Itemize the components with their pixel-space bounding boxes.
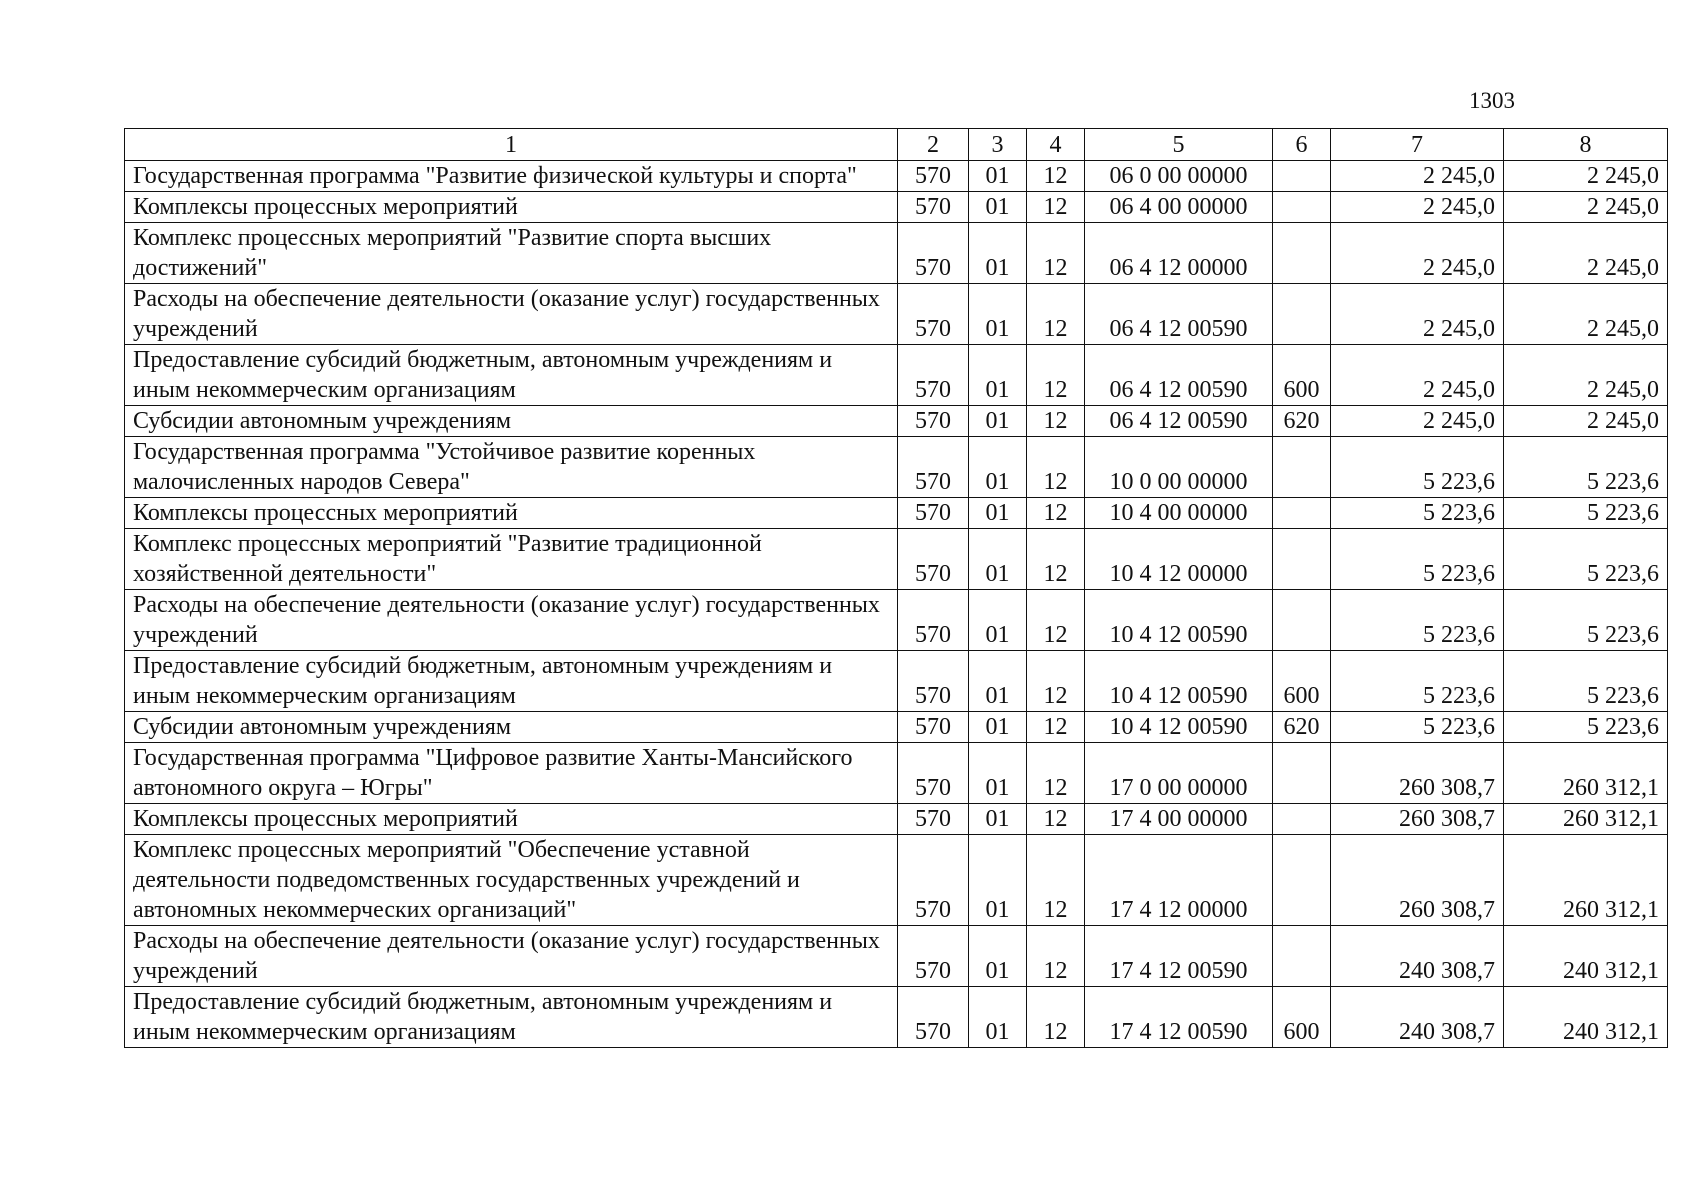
ministry-code-cell: 570 <box>898 406 969 437</box>
section-code-cell: 01 <box>969 192 1027 223</box>
amount-year2-cell: 2 245,0 <box>1504 345 1668 406</box>
amount-year1-cell: 2 245,0 <box>1331 192 1504 223</box>
amount-year2-cell: 5 223,6 <box>1504 590 1668 651</box>
subsection-code-cell: 12 <box>1027 161 1085 192</box>
section-code-cell: 01 <box>969 926 1027 987</box>
section-code-cell: 01 <box>969 987 1027 1048</box>
row-name-cell: Предоставление субсидий бюджетным, автономным учреждениям и иным некоммерческим организациям <box>125 345 898 406</box>
target-article-cell: 17 4 12 00590 <box>1085 926 1273 987</box>
amount-year1-cell: 2 245,0 <box>1331 284 1504 345</box>
header-row <box>125 129 1668 161</box>
target-article-cell: 06 4 00 00000 <box>1085 192 1273 223</box>
ministry-code-cell: 570 <box>898 437 969 498</box>
table-row <box>125 651 1668 712</box>
target-article-cell: 10 4 12 00590 <box>1085 651 1273 712</box>
target-article-cell: 17 4 00 00000 <box>1085 804 1273 835</box>
ministry-code-cell: 570 <box>898 529 969 590</box>
table-row <box>125 804 1668 835</box>
row-name-cell: Расходы на обеспечение деятельности (оказание услуг) государственных учреждений <box>125 926 898 987</box>
table-row <box>125 192 1668 223</box>
ministry-code-cell: 570 <box>898 161 969 192</box>
expense-type-cell: 600 <box>1273 651 1331 712</box>
row-name-cell: Комплексы процессных мероприятий <box>125 192 898 223</box>
row-name-cell: Предоставление субсидий бюджетным, автономным учреждениям и иным некоммерческим организациям <box>125 987 898 1048</box>
amount-year2-cell: 2 245,0 <box>1504 192 1668 223</box>
page-number: 1303 <box>1469 88 1515 113</box>
amount-year2-cell: 240 312,1 <box>1504 926 1668 987</box>
ministry-code-cell: 570 <box>898 498 969 529</box>
amount-year1-cell: 2 245,0 <box>1331 406 1504 437</box>
row-name-cell: Государственная программа "Устойчивое развитие коренных малочисленных народов Севера" <box>125 437 898 498</box>
subsection-code-cell: 12 <box>1027 284 1085 345</box>
amount-year2-cell: 2 245,0 <box>1504 284 1668 345</box>
ministry-code-cell: 570 <box>898 987 969 1048</box>
subsection-code-cell: 12 <box>1027 835 1085 926</box>
amount-year1-cell: 5 223,6 <box>1331 437 1504 498</box>
amount-year2-cell: 5 223,6 <box>1504 437 1668 498</box>
amount-year2-cell: 240 312,1 <box>1504 987 1668 1048</box>
amount-year1-cell: 5 223,6 <box>1331 590 1504 651</box>
section-code-cell: 01 <box>969 712 1027 743</box>
table-row <box>125 835 1668 926</box>
row-name-cell: Субсидии автономным учреждениям <box>125 712 898 743</box>
amount-year2-cell: 5 223,6 <box>1504 651 1668 712</box>
section-code-cell: 01 <box>969 651 1027 712</box>
amount-year2-cell: 2 245,0 <box>1504 406 1668 437</box>
table-row <box>125 345 1668 406</box>
table-row <box>125 498 1668 529</box>
ministry-code-cell: 570 <box>898 926 969 987</box>
expense-type-cell <box>1273 284 1331 345</box>
column-header: 7 <box>1331 129 1504 161</box>
column-header: 6 <box>1273 129 1331 161</box>
amount-year1-cell: 5 223,6 <box>1331 651 1504 712</box>
amount-year1-cell: 260 308,7 <box>1331 804 1504 835</box>
table-row <box>125 743 1668 804</box>
column-header: 4 <box>1027 129 1085 161</box>
target-article-cell: 10 0 00 00000 <box>1085 437 1273 498</box>
target-article-cell: 06 4 12 00590 <box>1085 345 1273 406</box>
table-row <box>125 284 1668 345</box>
section-code-cell: 01 <box>969 743 1027 804</box>
expense-type-cell <box>1273 437 1331 498</box>
section-code-cell: 01 <box>969 498 1027 529</box>
target-article-cell: 17 4 12 00590 <box>1085 987 1273 1048</box>
ministry-code-cell: 570 <box>898 192 969 223</box>
budget-table <box>124 128 1668 1048</box>
subsection-code-cell: 12 <box>1027 406 1085 437</box>
target-article-cell: 17 4 12 00000 <box>1085 835 1273 926</box>
amount-year2-cell: 260 312,1 <box>1504 804 1668 835</box>
subsection-code-cell: 12 <box>1027 712 1085 743</box>
section-code-cell: 01 <box>969 284 1027 345</box>
target-article-cell: 06 4 12 00000 <box>1085 223 1273 284</box>
amount-year1-cell: 2 245,0 <box>1331 161 1504 192</box>
amount-year2-cell: 2 245,0 <box>1504 161 1668 192</box>
table-row <box>125 926 1668 987</box>
subsection-code-cell: 12 <box>1027 192 1085 223</box>
subsection-code-cell: 12 <box>1027 743 1085 804</box>
expense-type-cell <box>1273 529 1331 590</box>
subsection-code-cell: 12 <box>1027 987 1085 1048</box>
amount-year1-cell: 2 245,0 <box>1331 345 1504 406</box>
section-code-cell: 01 <box>969 345 1027 406</box>
amount-year2-cell: 5 223,6 <box>1504 498 1668 529</box>
row-name-cell: Предоставление субсидий бюджетным, автономным учреждениям и иным некоммерческим организациям <box>125 651 898 712</box>
row-name-cell: Субсидии автономным учреждениям <box>125 406 898 437</box>
ministry-code-cell: 570 <box>898 651 969 712</box>
amount-year2-cell: 5 223,6 <box>1504 712 1668 743</box>
target-article-cell: 10 4 00 00000 <box>1085 498 1273 529</box>
row-name-cell: Комплексы процессных мероприятий <box>125 498 898 529</box>
expense-type-cell <box>1273 835 1331 926</box>
amount-year2-cell: 5 223,6 <box>1504 529 1668 590</box>
table-row <box>125 590 1668 651</box>
target-article-cell: 06 4 12 00590 <box>1085 284 1273 345</box>
subsection-code-cell: 12 <box>1027 345 1085 406</box>
expense-type-cell: 600 <box>1273 987 1331 1048</box>
table-row <box>125 406 1668 437</box>
expense-type-cell <box>1273 498 1331 529</box>
row-name-cell: Комплекс процессных мероприятий "Обеспечение уставной деятельности подведомственных государственных учреждений и автономных некоммерческих организаций" <box>125 835 898 926</box>
amount-year1-cell: 260 308,7 <box>1331 743 1504 804</box>
amount-year1-cell: 5 223,6 <box>1331 529 1504 590</box>
section-code-cell: 01 <box>969 161 1027 192</box>
expense-type-cell <box>1273 161 1331 192</box>
amount-year1-cell: 5 223,6 <box>1331 712 1504 743</box>
amount-year1-cell: 240 308,7 <box>1331 926 1504 987</box>
section-code-cell: 01 <box>969 406 1027 437</box>
column-header: 2 <box>898 129 969 161</box>
target-article-cell: 17 0 00 00000 <box>1085 743 1273 804</box>
ministry-code-cell: 570 <box>898 284 969 345</box>
target-article-cell: 06 0 00 00000 <box>1085 161 1273 192</box>
expense-type-cell: 600 <box>1273 345 1331 406</box>
row-name-cell: Расходы на обеспечение деятельности (оказание услуг) государственных учреждений <box>125 284 898 345</box>
ministry-code-cell: 570 <box>898 835 969 926</box>
subsection-code-cell: 12 <box>1027 651 1085 712</box>
section-code-cell: 01 <box>969 590 1027 651</box>
ministry-code-cell: 570 <box>898 345 969 406</box>
row-name-cell: Государственная программа "Цифровое развитие Ханты-Мансийского автономного округа – Югры" <box>125 743 898 804</box>
amount-year2-cell: 260 312,1 <box>1504 835 1668 926</box>
subsection-code-cell: 12 <box>1027 590 1085 651</box>
expense-type-cell <box>1273 743 1331 804</box>
ministry-code-cell: 570 <box>898 712 969 743</box>
row-name-cell: Комплекс процессных мероприятий "Развитие традиционной хозяйственной деятельности" <box>125 529 898 590</box>
ministry-code-cell: 570 <box>898 743 969 804</box>
row-name-cell: Расходы на обеспечение деятельности (оказание услуг) государственных учреждений <box>125 590 898 651</box>
ministry-code-cell: 570 <box>898 590 969 651</box>
amount-year2-cell: 260 312,1 <box>1504 743 1668 804</box>
expense-type-cell: 620 <box>1273 406 1331 437</box>
column-header: 3 <box>969 129 1027 161</box>
expense-type-cell <box>1273 590 1331 651</box>
amount-year1-cell: 2 245,0 <box>1331 223 1504 284</box>
section-code-cell: 01 <box>969 223 1027 284</box>
target-article-cell: 10 4 12 00000 <box>1085 529 1273 590</box>
table-row <box>125 223 1668 284</box>
table-row <box>125 529 1668 590</box>
section-code-cell: 01 <box>969 437 1027 498</box>
expense-type-cell <box>1273 192 1331 223</box>
table-row <box>125 161 1668 192</box>
subsection-code-cell: 12 <box>1027 804 1085 835</box>
amount-year1-cell: 5 223,6 <box>1331 498 1504 529</box>
amount-year2-cell: 2 245,0 <box>1504 223 1668 284</box>
section-code-cell: 01 <box>969 835 1027 926</box>
column-header: 8 <box>1504 129 1668 161</box>
expense-type-cell <box>1273 926 1331 987</box>
amount-year1-cell: 260 308,7 <box>1331 835 1504 926</box>
expense-type-cell: 620 <box>1273 712 1331 743</box>
amount-year1-cell: 240 308,7 <box>1331 987 1504 1048</box>
table-row <box>125 987 1668 1048</box>
column-header: 5 <box>1085 129 1273 161</box>
subsection-code-cell: 12 <box>1027 223 1085 284</box>
section-code-cell: 01 <box>969 529 1027 590</box>
target-article-cell: 10 4 12 00590 <box>1085 712 1273 743</box>
expense-type-cell <box>1273 223 1331 284</box>
subsection-code-cell: 12 <box>1027 437 1085 498</box>
section-code-cell: 01 <box>969 804 1027 835</box>
target-article-cell: 06 4 12 00590 <box>1085 406 1273 437</box>
expense-type-cell <box>1273 804 1331 835</box>
subsection-code-cell: 12 <box>1027 926 1085 987</box>
row-name-cell: Комплекс процессных мероприятий "Развитие спорта высших достижений" <box>125 223 898 284</box>
row-name-cell: Государственная программа "Развитие физической культуры и спорта" <box>125 161 898 192</box>
ministry-code-cell: 570 <box>898 804 969 835</box>
table-row <box>125 712 1668 743</box>
column-header: 1 <box>125 129 898 161</box>
table-row <box>125 437 1668 498</box>
target-article-cell: 10 4 12 00590 <box>1085 590 1273 651</box>
row-name-cell: Комплексы процессных мероприятий <box>125 804 898 835</box>
subsection-code-cell: 12 <box>1027 498 1085 529</box>
subsection-code-cell: 12 <box>1027 529 1085 590</box>
ministry-code-cell: 570 <box>898 223 969 284</box>
